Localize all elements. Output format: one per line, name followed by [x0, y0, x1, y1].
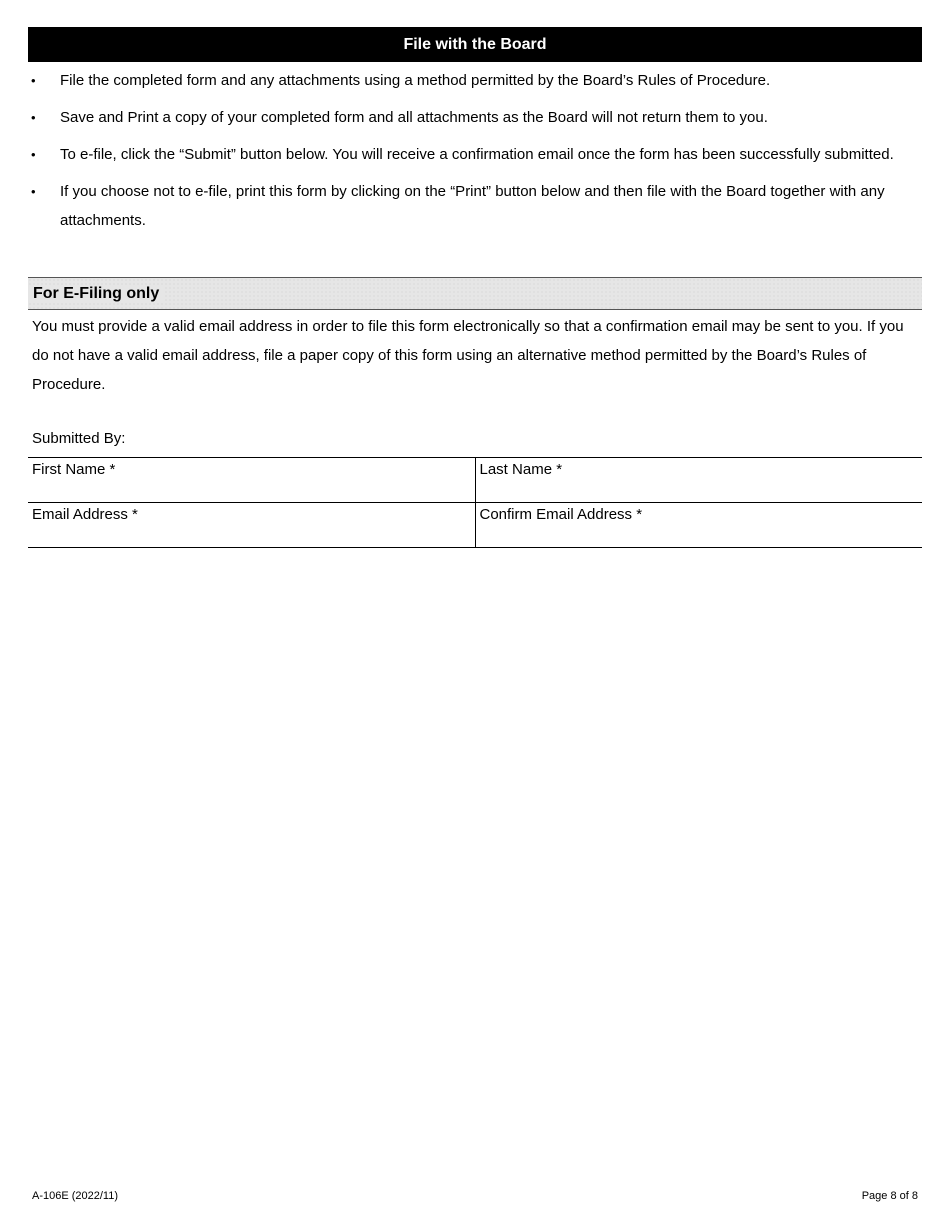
instruction-item [28, 103, 922, 132]
submitted-by-label: Submitted By: [32, 430, 126, 447]
confirm-email-address-field[interactable] [475, 503, 923, 547]
bullet-icon: • [31, 147, 36, 162]
instruction-text: If you choose not to e-file, print this form by clicking on the “Print” button below and then file with the Board together with any attachments. [60, 183, 885, 229]
efiling-section-header [28, 277, 922, 310]
email-address-label: Email Address * [32, 506, 138, 523]
form-row-name [28, 458, 922, 503]
first-name-label: First Name * [32, 461, 116, 478]
instruction-item [28, 140, 922, 169]
bullet-icon: • [31, 184, 36, 199]
page-number: Page 8 of 8 [861, 1190, 918, 1202]
last-name-field[interactable] [475, 458, 923, 502]
submitter-form-table [28, 457, 922, 548]
efiling-instructions: You must provide a valid email address in order to file this form electronically so that a confirmation email may be sent to you. If you do not have a valid email address, file a paper copy of this form using an alternative method permitted by the Board’s Rules of Procedure. [32, 318, 904, 393]
section-header-title: File with the Board [403, 35, 547, 53]
email-address-field[interactable] [28, 503, 475, 547]
instruction-text: File the completed form and any attachments using a method permitted by the Board’s Rules of Procedure. [60, 72, 771, 89]
instruction-item [28, 177, 922, 235]
form-code: A-106E (2022/11) [32, 1190, 119, 1202]
section-header-file-with-board [28, 27, 922, 62]
instruction-item [28, 66, 922, 95]
instruction-text: Save and Print a copy of your completed form and all attachments as the Board will not return them to you. [60, 109, 768, 126]
confirm-email-address-label: Confirm Email Address * [479, 506, 643, 523]
form-row-email [28, 503, 922, 548]
last-name-label: Last Name * [479, 461, 563, 478]
bullet-icon: • [31, 73, 36, 88]
instruction-list [28, 66, 922, 243]
efiling-section-title: For E-Filing only [28, 285, 165, 303]
first-name-field[interactable] [28, 458, 475, 502]
instruction-text: To e-file, click the “Submit” button below. You will receive a confirmation email once the form has been successfully submitted. [60, 146, 894, 163]
bullet-icon: • [31, 110, 36, 125]
